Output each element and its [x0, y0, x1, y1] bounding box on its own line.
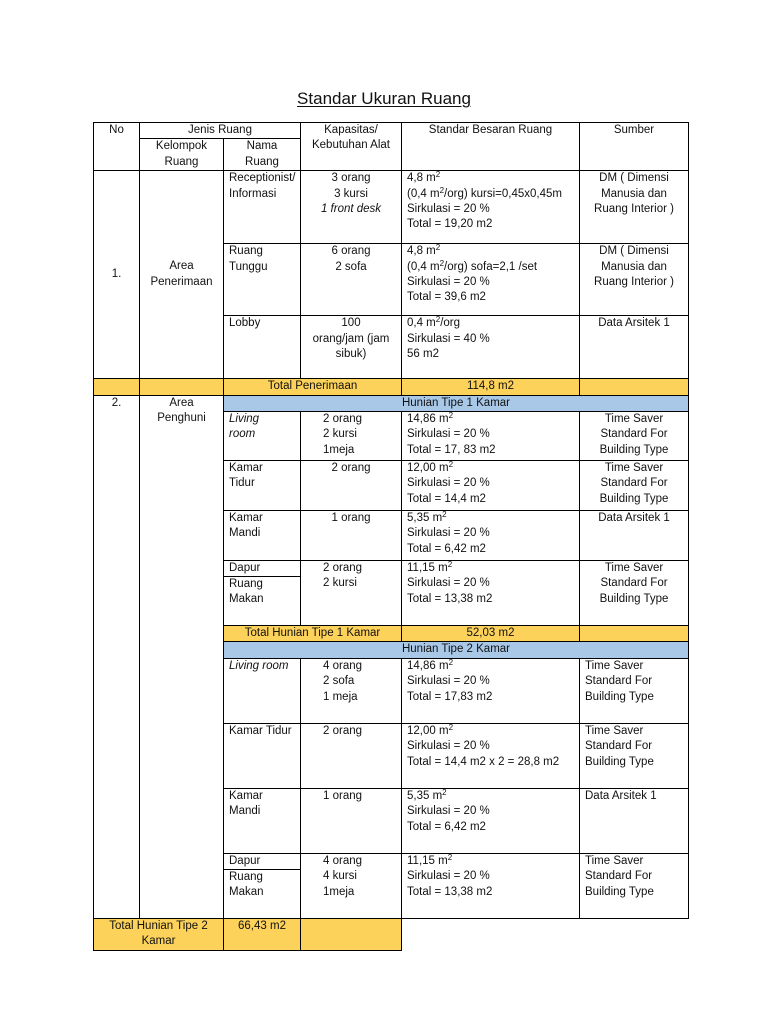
header-kelompok-ruang: Kelompok Ruang [140, 139, 224, 171]
room-name: Kamar Mandi [224, 788, 301, 853]
section1-kelompok: Area Penerimaan [140, 171, 224, 379]
total-tipe1-label: Total Hunian Tipe 1 Kamar [224, 626, 402, 642]
room-name: Kamar Tidur [224, 723, 301, 788]
section2-kelompok: Area Penghuni [140, 395, 224, 918]
room-capacity: 2 orang 2 kursi 1meja [301, 412, 402, 461]
room-standard: 5,35 $m^2$ Sirkulasi = 20 % Total = 6,42 m2 [402, 511, 580, 561]
room-capacity: 4 orang 4 kursi 1meja [301, 853, 402, 918]
room-source: Time Saver Standard For Building Type [580, 658, 689, 723]
room-standard: 11,15 $m^2$ Sirkulasi = 20 % Total = 13,38 m2 [402, 561, 580, 626]
room-standard: 14,86 $m^2$ Sirkulasi = 20 % Total = 17, 83 m2 [402, 412, 580, 461]
total-tipe2-value: 66,43 m2 [224, 918, 301, 950]
room-source: Time Saver Standard For Building Type [580, 853, 689, 918]
room-name: Kamar Mandi [224, 511, 301, 561]
header-no: No [94, 123, 140, 171]
header-jenis-ruang: Jenis Ruang [140, 123, 301, 139]
room-name: Dapur Ruang Makan [224, 853, 301, 918]
room-name: Lobby [224, 316, 301, 379]
room-capacity: 2 orang [301, 461, 402, 511]
room-source: Time Saver Standard For Building Type [580, 461, 689, 511]
room-standard: 12,00 $m^2$ Sirkulasi = 20 % Total = 14,4 m2 [402, 461, 580, 511]
room-name: Ruang Tunggu [224, 244, 301, 316]
room-source: Time Saver Standard For Building Type [580, 561, 689, 626]
header-nama-ruang: Nama Ruang [224, 139, 301, 171]
standard-room-size-table [93, 122, 689, 951]
room-name: Receptionist/ Informasi [224, 171, 301, 244]
room-standard: 11,15 $m^2$ Sirkulasi = 20 % Total = 13,38 m2 [402, 853, 580, 918]
total-tipe2-label: Total Hunian Tipe 2 Kamar [94, 918, 224, 950]
tipe1-heading: Hunian Tipe 1 Kamar [224, 395, 689, 411]
header-standar: Standar Besaran Ruang [402, 123, 580, 171]
total-penerimaan-value: 114,8 m2 [402, 379, 580, 395]
room-standard: 0,4 $m^2$/org Sirkulasi = 40 % 56 m2 [402, 316, 580, 379]
room-name: Dapur Ruang Makan [224, 561, 301, 626]
room-name-dapur: Dapur [224, 561, 300, 577]
room-name: Kamar Tidur [224, 461, 301, 511]
room-standard: 4,8 $m^2$ (0,4 $m^2/org$) kursi=0,45x0,45m Sirkulasi = 20 % Total = 19,20 m2 [402, 171, 580, 244]
tipe2-heading: Hunian Tipe 2 Kamar [224, 642, 689, 658]
room-standard: 5,35 $m^2$ Sirkulasi = 20 % Total = 6,42 m2 [402, 788, 580, 853]
room-capacity: 2 orang 2 kursi [301, 561, 402, 626]
header-kapasitas: Kapasitas/ Kebutuhan Alat [301, 123, 402, 171]
room-standard: 4,8 $m^2$ (0,4 $m^2/org$) sofa=2,1 /set Sirkulasi = 20 % Total = 39,6 m2 [402, 244, 580, 316]
section2-no: 2. [94, 395, 140, 918]
room-name: Living room [224, 658, 301, 723]
room-capacity: 1 orang [301, 511, 402, 561]
room-capacity: 2 orang [301, 723, 402, 788]
room-capacity: 6 orang 2 sofa [301, 244, 402, 316]
room-source: Data Arsitek 1 [580, 511, 689, 561]
room-name: Living room [224, 412, 301, 461]
room-source: Data Arsitek 1 [580, 788, 689, 853]
page-title: Standar Ukuran Ruang [297, 89, 471, 108]
room-capacity: 1 orang [301, 788, 402, 853]
room-source: Time Saver Standard For Building Type [580, 723, 689, 788]
room-standard: 12,00 $m^2$ Sirkulasi = 20 % Total = 14,4 m2 x 2 = 28,8 m2 [402, 723, 580, 788]
room-name-dapur: Dapur [224, 854, 300, 870]
room-source: DM ( Dimensi Manusia dan Ruang Interior ) [580, 244, 689, 316]
room-capacity: 100 orang/jam (jam sibuk) [301, 316, 402, 379]
room-capacity: 4 orang 2 sofa 1 meja [301, 658, 402, 723]
room-capacity: 3 orang 3 kursi 1 front desk [301, 171, 402, 244]
room-source: Time Saver Standard For Building Type [580, 412, 689, 461]
header-sumber: Sumber [580, 123, 689, 171]
total-penerimaan-label: Total Penerimaan [224, 379, 402, 395]
section1-no: 1. [94, 171, 140, 379]
room-source: DM ( Dimensi Manusia dan Ruang Interior ) [580, 171, 689, 244]
total-tipe1-value: 52,03 m2 [402, 626, 580, 642]
room-standard: 14,86 $m^2$ Sirkulasi = 20 % Total = 17,83 m2 [402, 658, 580, 723]
room-source: Data Arsitek 1 [580, 316, 689, 379]
